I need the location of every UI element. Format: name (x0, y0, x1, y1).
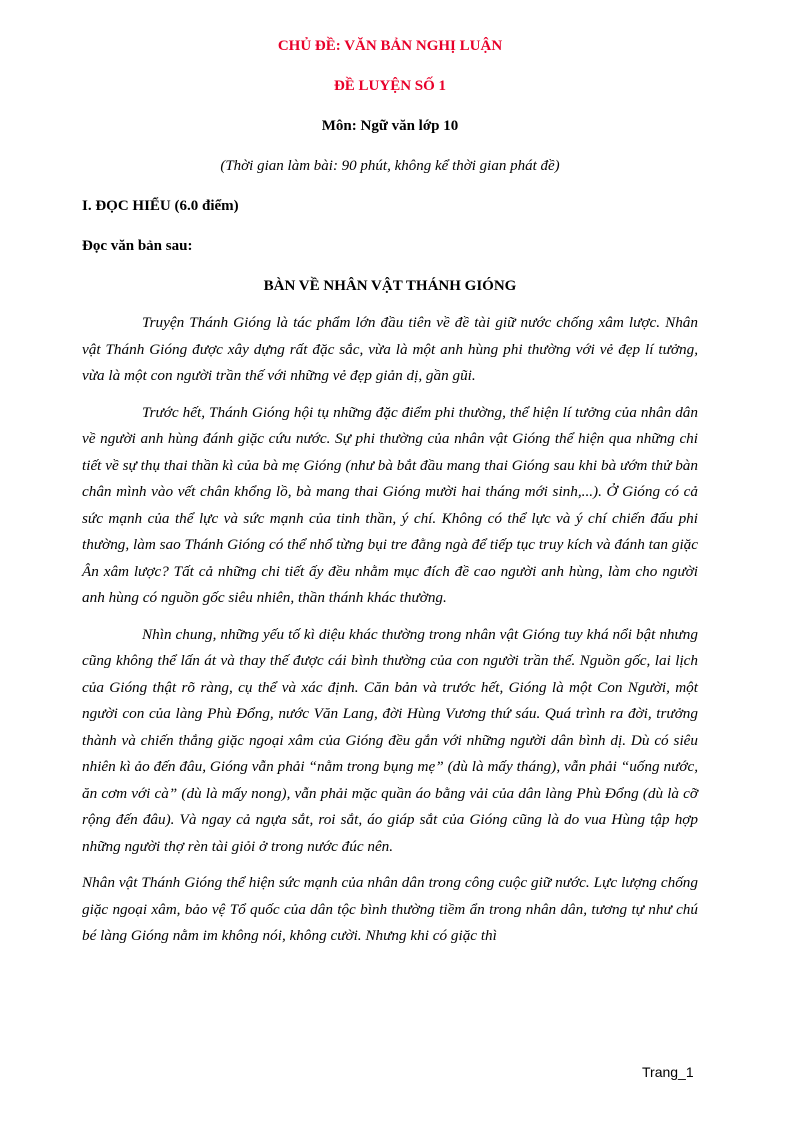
time-note: (Thời gian làm bài: 90 phút, không kể thời gian phát đề) (220, 158, 560, 174)
paragraph-4: Nhân vật Thánh Gióng thể hiện sức mạnh của nhân dân trong công cuộc giữ nước. Lực lượng chống giặc ngoại xâm, bảo vệ Tổ quốc của dân tộc bình thường tiềm ẩn trong nhân dân, tương tự như chú bé làng Gióng nằm im không nói, không cười. Nhưng khi có giặc thì (82, 874, 698, 944)
paragraph-3: Nhìn chung, những yếu tố kì diệu khác thường trong nhân vật Gióng tuy khá nổi bật nhưng cũng không thể lấn át và thay thế được cái bình thường của con người trần thế. Nguồn gốc, lai lịch của Gióng thật rõ ràng, cụ thể và xác định. Căn bản và trước hết, Gióng là một Con Người, một người con của làng Phù Đổng, nước Văn Lang, đời Hùng Vương thứ sáu. Quá trình ra đời, trưởng thành và chiến thắng giặc ngoại xâm của Gióng đều gắn với những người dân bình dị. Dù có siêu nhiên kì ảo đến đâu, Gióng vẫn phải “nằm trong bụng mẹ” (dù là mấy tháng), vẫn phải “uống nước, ăn cơm với cà” (dù là mấy nong), vẫn phải mặc quần áo bằng vải của dân làng Phù Đổng (dù là cỡ rộng đến đâu). Và ngay cả ngựa sắt, roi sắt, áo giáp sắt của Gióng cũng là do vua Hùng tập hợp những người thợ rèn tài giỏi ở trong nước đúc nên. (82, 625, 698, 855)
document-page (82, 34, 698, 960)
subject-heading: Môn: Ngữ văn lớp 10 (321, 118, 459, 134)
reading-instruction: Đọc văn bản sau: (82, 238, 193, 254)
text-title: BÀN VỀ NHÂN VẬT THÁNH GIÓNG (263, 278, 517, 294)
section-heading: I. ĐỌC HIỂU (6.0 điểm) (82, 198, 239, 214)
page-number: Trang_1 (642, 1064, 694, 1080)
paragraph-2: Trước hết, Thánh Gióng hội tụ những đặc điểm phi thường, thể hiện lí tưởng của nhân dân về người anh hùng đánh giặc cứu nước. Sự phi thường của nhân vật Gióng thể hiện qua những chi tiết về sự thụ thai thần kì của bà mẹ Gióng (như bà bắt đầu mang thai Gióng sau khi bà ướm thử bàn chân mình vào vết chân khổng lồ, bà mang thai Gióng mười hai tháng mới sinh,...). Ở Gióng có cả sức mạnh của thể lực và sức mạnh của tinh thần, ý chí. Không có thể lực và ý chí chiến đấu phi thường, làm sao Thánh Gióng có thể nhổ từng bụi tre đằng ngà để tiếp tục truy kích và đánh tan giặc Ân xâm lược? Tất cả những chi tiết ấy đều nhằm mục đích đề cao người anh hùng, làm cho người anh hùng có nguồn gốc siêu nhiên, thần thánh khác thường. (82, 403, 698, 606)
paragraph-1: Truyện Thánh Gióng là tác phẩm lớn đầu tiên về đề tài giữ nước chống xâm lược. Nhân vật Thánh Gióng được xây dựng rất đặc sắc, vừa là một anh hùng phi thường với vẻ đẹp lí tưởng, vừa là một con người trần thế với những vẻ đẹp giản dị, gần gũi. (82, 314, 698, 384)
topic-heading: CHỦ ĐỀ: VĂN BẢN NGHỊ LUẬN (277, 38, 503, 54)
exam-number-heading: ĐỀ LUYỆN SỐ 1 (333, 78, 447, 94)
